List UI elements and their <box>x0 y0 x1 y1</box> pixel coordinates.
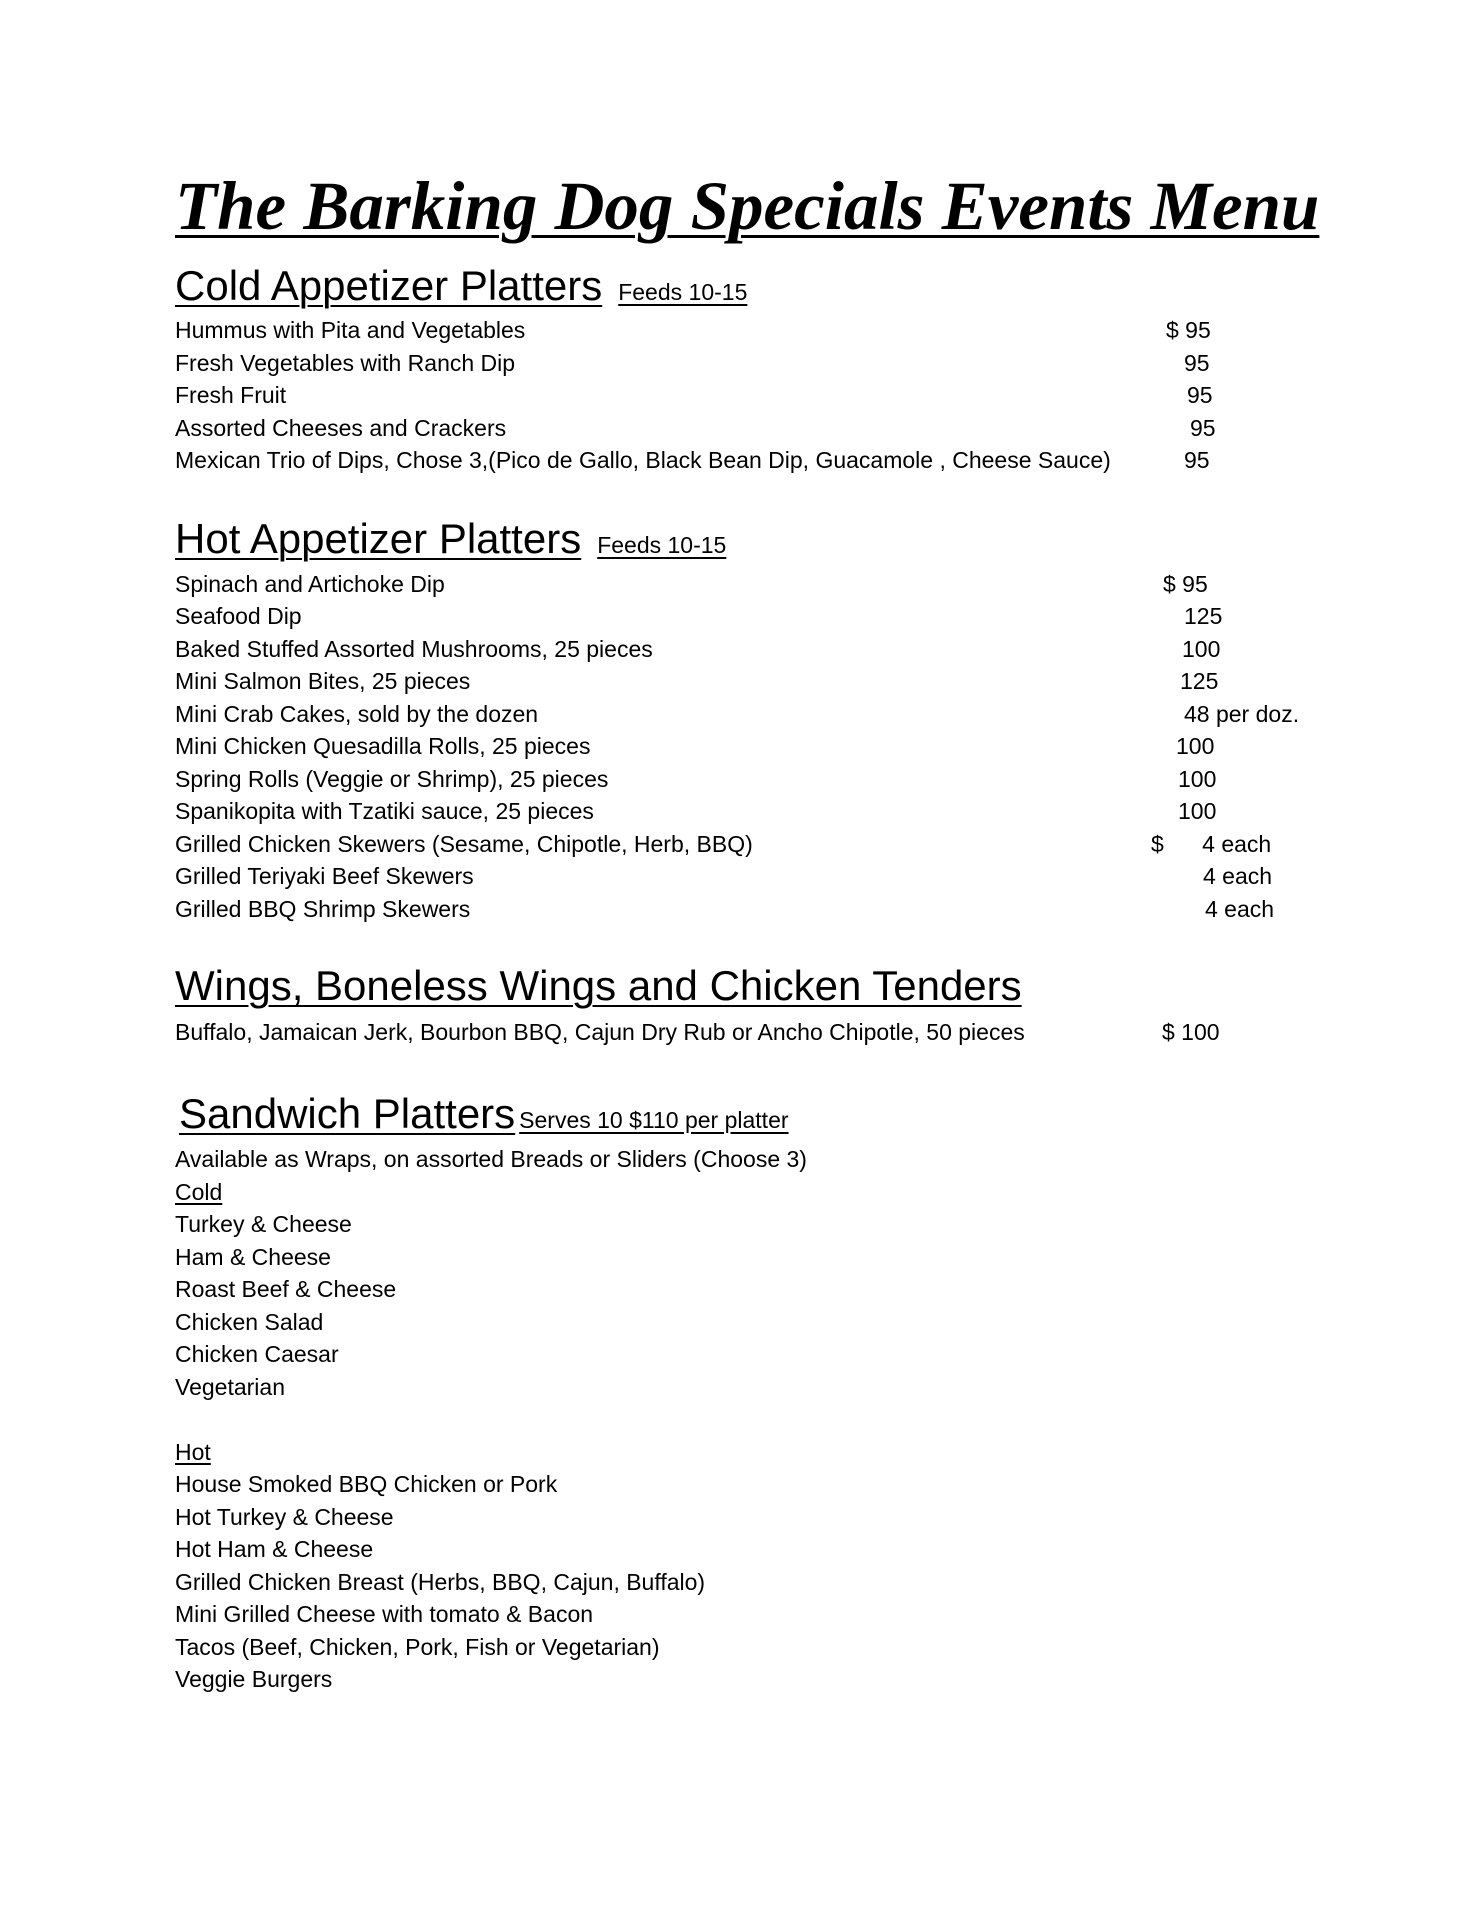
sandwich-note: Serves 10 $110 per platter <box>519 1107 789 1133</box>
hot-heading: Hot Appetizer Platters <box>175 515 582 562</box>
list-item: Ham & Cheese <box>175 1244 331 1270</box>
menu-price: $ 100 <box>1162 1019 1220 1045</box>
list-item: Chicken Caesar <box>175 1341 339 1367</box>
menu-item: Hummus with Pita and Vegetables <box>175 317 526 343</box>
menu-title: The Barking Dog Specials Events Menu <box>175 168 1320 244</box>
menu-item: Mini Chicken Quesadilla Rolls, 25 pieces <box>175 733 591 759</box>
menu-price: $ 4 each <box>1151 831 1272 857</box>
sandwich-section-heading <box>179 1090 789 1138</box>
list-item: Chicken Salad <box>175 1309 324 1335</box>
menu-item: Spanikopita with Tzatiki sauce, 25 pieces <box>175 798 594 824</box>
menu-price: 95 <box>1184 350 1210 376</box>
list-item: Hot Turkey & Cheese <box>175 1504 394 1530</box>
list-item: House Smoked BBQ Chicken or Pork <box>175 1471 558 1497</box>
list-item: Veggie Burgers <box>175 1666 333 1692</box>
menu-item: Grilled Chicken Skewers (Sesame, Chipotle, Herb, BBQ) <box>175 831 753 857</box>
cold-section-heading <box>175 262 747 310</box>
menu-item: Seafood Dip <box>175 603 302 629</box>
hot-note: Feeds 10-15 <box>597 532 727 558</box>
sandwich-intro: Available as Wraps, on assorted Breads or Sliders (Choose 3) <box>175 1146 807 1172</box>
menu-item: Mini Crab Cakes, sold by the dozen <box>175 701 539 727</box>
menu-price: 100 <box>1178 798 1217 824</box>
list-item: Tacos (Beef, Chicken, Pork, Fish or Vegetarian) <box>175 1634 660 1660</box>
wings-heading: Wings, Boneless Wings and Chicken Tenders <box>175 962 1022 1009</box>
hot-label: Hot <box>175 1439 211 1465</box>
menu-item: Fresh Fruit <box>175 382 287 408</box>
menu-price: $ 95 <box>1163 571 1208 597</box>
menu-price: 95 <box>1190 415 1216 441</box>
list-item: Turkey & Cheese <box>175 1211 352 1237</box>
menu-price: 125 <box>1184 603 1223 629</box>
menu-item: Grilled BBQ Shrimp Skewers <box>175 896 471 922</box>
menu-item: Mexican Trio of Dips, Chose 3,(Pico de Gallo, Black Bean Dip, Guacamole , Cheese Sauce) <box>175 447 1111 473</box>
menu-item: Fresh Vegetables with Ranch Dip <box>175 350 516 376</box>
menu-price: 100 <box>1176 733 1215 759</box>
list-item: Mini Grilled Cheese with tomato & Bacon <box>175 1601 594 1627</box>
menu-item: Baked Stuffed Assorted Mushrooms, 25 pieces <box>175 636 653 662</box>
menu-price: 4 each <box>1205 896 1275 922</box>
menu-item: Spinach and Artichoke Dip <box>175 571 445 597</box>
list-item: Hot Ham & Cheese <box>175 1536 374 1562</box>
menu-price: 100 <box>1182 636 1221 662</box>
menu-price: 95 <box>1184 447 1210 473</box>
menu-price: 4 each <box>1203 863 1273 889</box>
sandwich-heading: Sandwich Platters <box>179 1090 516 1137</box>
menu-item: Mini Salmon Bites, 25 pieces <box>175 668 471 694</box>
menu-price: 48 per doz. <box>1184 701 1300 727</box>
menu-price: 125 <box>1180 668 1219 694</box>
menu-price: 100 <box>1178 766 1217 792</box>
menu-price: 95 <box>1187 382 1213 408</box>
menu-price: $ 95 <box>1166 317 1211 343</box>
menu-item: Buffalo, Jamaican Jerk, Bourbon BBQ, Cajun Dry Rub or Ancho Chipotle, 50 pieces <box>175 1019 1025 1045</box>
cold-note: Feeds 10-15 <box>618 279 748 305</box>
list-item: Roast Beef & Cheese <box>175 1276 397 1302</box>
cold-label: Cold <box>175 1179 223 1205</box>
menu-item: Assorted Cheeses and Crackers <box>175 415 507 441</box>
list-item: Vegetarian <box>175 1374 285 1400</box>
menu-item: Grilled Teriyaki Beef Skewers <box>175 863 474 889</box>
list-item: Grilled Chicken Breast (Herbs, BBQ, Cajun, Buffalo) <box>175 1569 706 1595</box>
wings-section-heading <box>175 962 1022 1010</box>
cold-heading: Cold Appetizer Platters <box>175 262 603 309</box>
menu-item: Spring Rolls (Veggie or Shrimp), 25 pieces <box>175 766 609 792</box>
hot-section-heading <box>175 515 726 563</box>
